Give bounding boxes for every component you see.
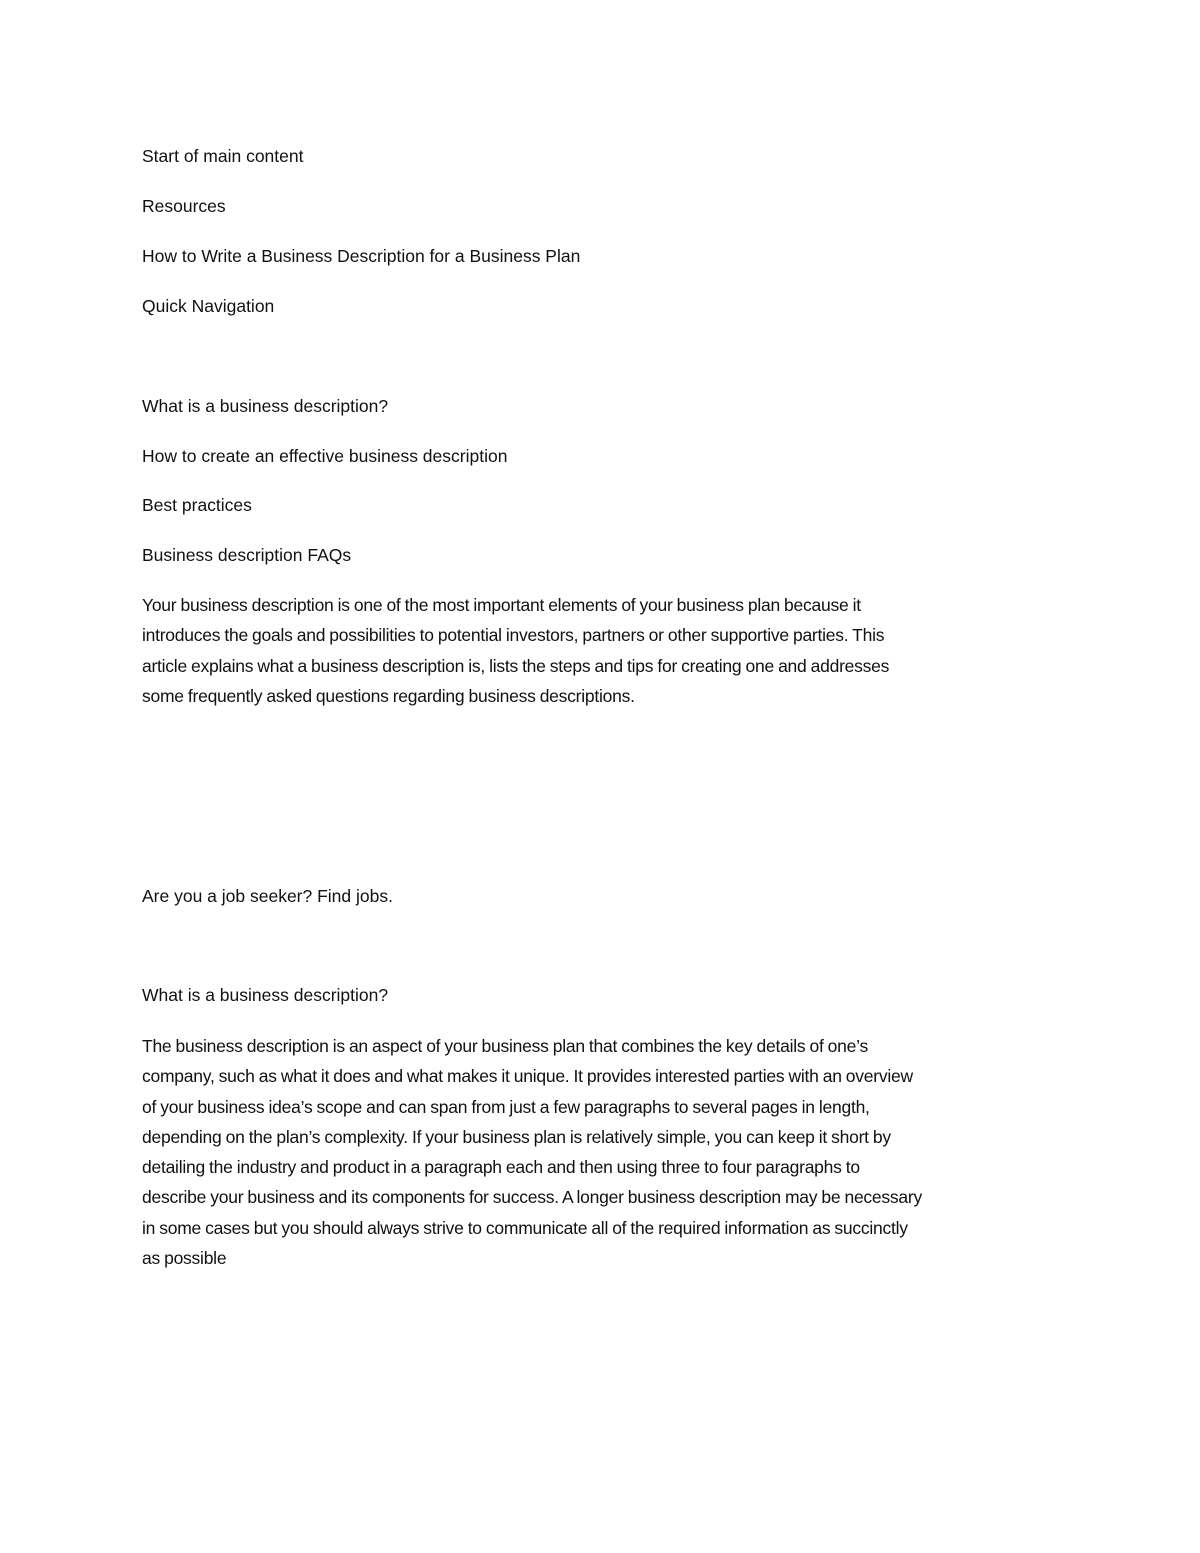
paragraph-line: company, such as what it does and what makes it unique. It provides interested parties with an overview	[142, 1066, 913, 1087]
page-title: How to Write a Business Description for a Business Plan	[142, 246, 581, 266]
paragraph-line: of your business idea’s scope and can span from just a few paragraphs to several pages in length,	[142, 1096, 870, 1117]
paragraph-line: The business description is an aspect of your business plan that combines the key details of one’s	[142, 1036, 868, 1056]
breadcrumb[interactable]: Resources	[142, 196, 226, 216]
section-heading: What is a business description?	[142, 985, 389, 1005]
quick-nav-item-faqs[interactable]: Business description FAQs	[142, 545, 352, 565]
quick-nav-item-what-is[interactable]: What is a business description?	[142, 396, 389, 416]
quick-nav-label: Quick Navigation	[142, 296, 275, 316]
paragraph-line: as possible	[142, 1248, 227, 1269]
quick-nav-item-best-practices[interactable]: Best practices	[142, 495, 252, 515]
job-seeker-link[interactable]: Are you a job seeker? Find jobs.	[142, 886, 393, 906]
intro-line: introduces the goals and possibilities to potential investors, partners or other supportive parties. This	[142, 625, 885, 646]
paragraph-line: describe your business and its components for success. A longer business description may be necessary	[142, 1187, 922, 1208]
intro-line: Your business description is one of the most important elements of your business plan because it	[142, 595, 861, 615]
intro-paragraph	[142, 590, 1062, 711]
paragraph-line: in some cases but you should always strive to communicate all of the required information as succinctly	[142, 1217, 908, 1238]
intro-line: article explains what a business description is, lists the steps and tips for creating one and addresses	[142, 655, 890, 676]
paragraph-line: detailing the industry and product in a paragraph each and then using three to four paragraphs to	[142, 1157, 860, 1178]
intro-line: some frequently asked questions regarding business descriptions.	[142, 685, 635, 706]
quick-nav-item-how-to-create[interactable]: How to create an effective business description	[142, 446, 508, 466]
paragraph-line: depending on the plan’s complexity. If your business plan is relatively simple, you can keep it short by	[142, 1126, 891, 1147]
section-paragraph	[142, 1031, 1062, 1273]
start-of-content-marker: Start of main content	[142, 146, 304, 166]
